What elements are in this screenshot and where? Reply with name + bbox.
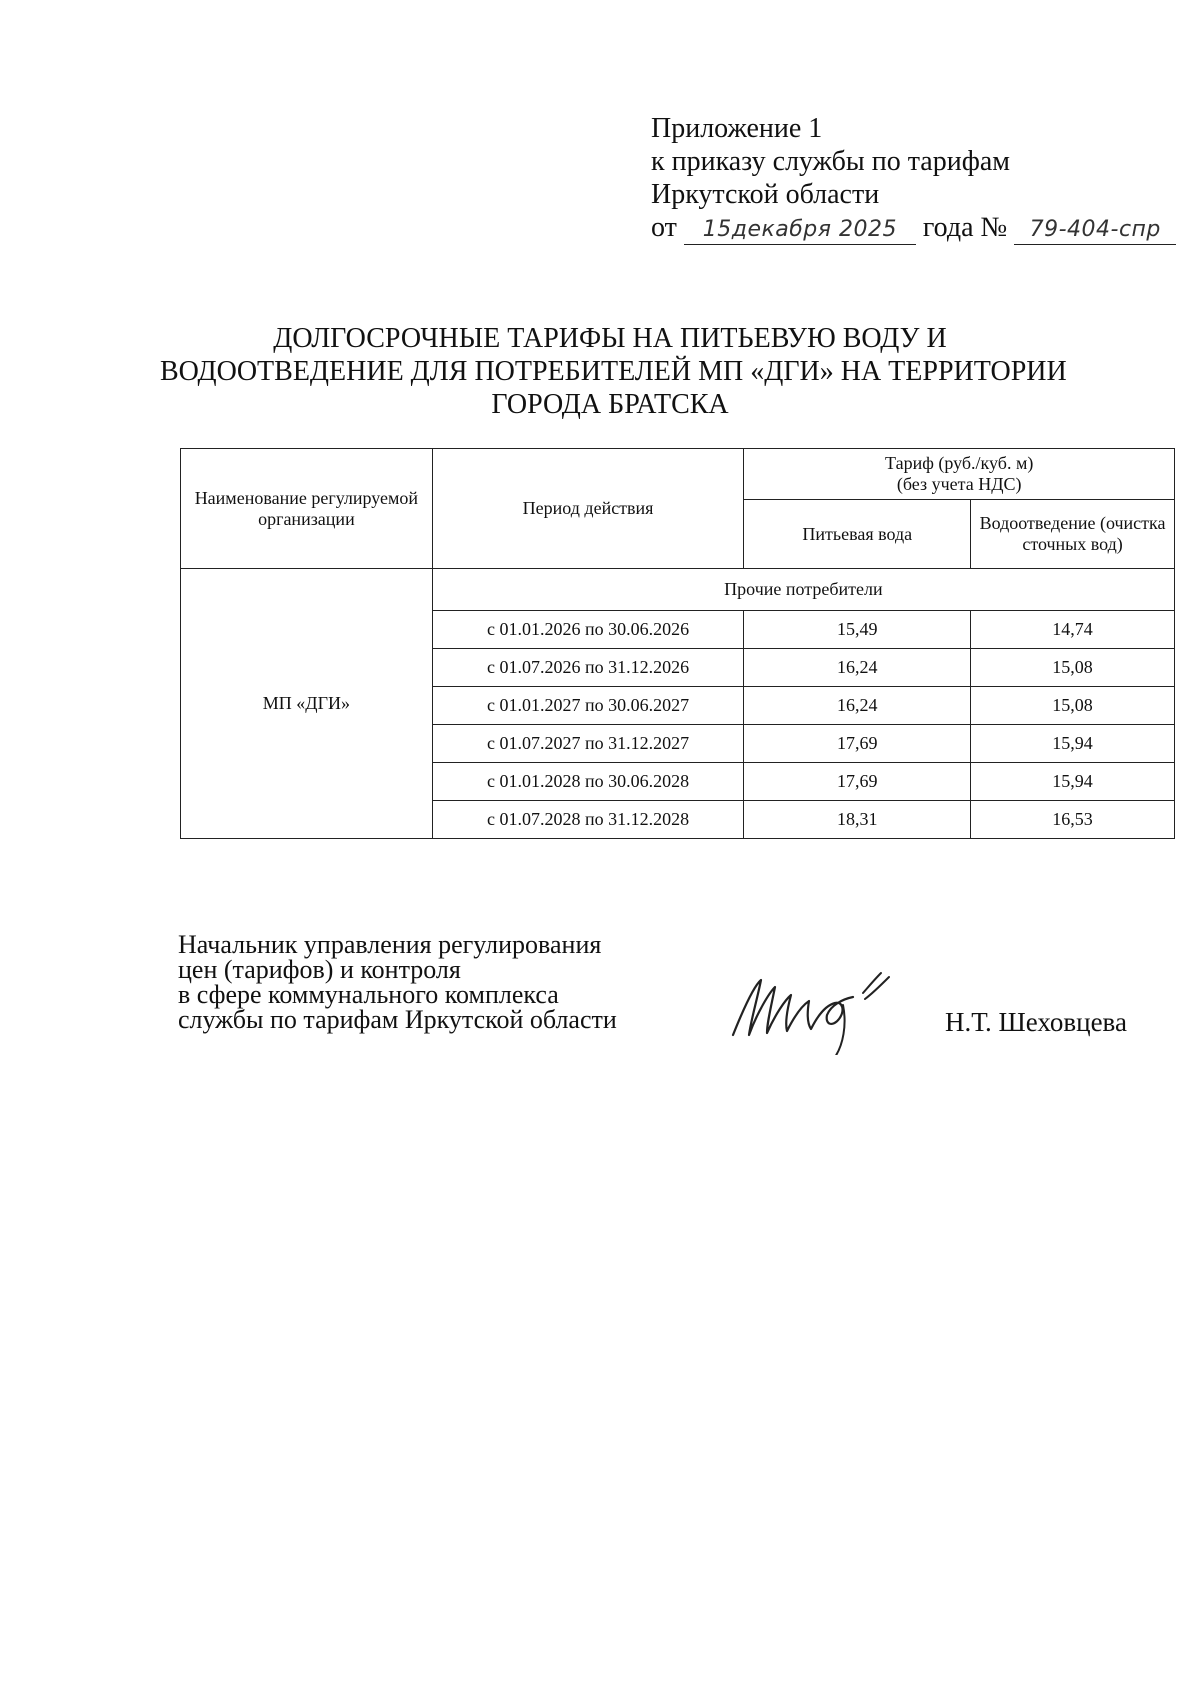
- water-tariff-cell: 16,24: [744, 687, 971, 725]
- header-tariff-group: [744, 449, 1175, 500]
- water-tariff-cell: 17,69: [744, 725, 971, 763]
- water-tariff-cell: 18,31: [744, 801, 971, 839]
- title-line-1: ДОЛГОСРОЧНЫЕ ТАРИФЫ НА ПИТЬЕВУЮ ВОДУ И: [273, 323, 947, 354]
- table-header-row: [181, 449, 1175, 500]
- date-field: [684, 214, 916, 245]
- sewage-tariff-cell: 15,08: [971, 687, 1175, 725]
- order-number-field: [1014, 214, 1176, 245]
- period-cell: с 01.07.2028 по 31.12.2028: [432, 801, 744, 839]
- water-tariff-cell: 15,49: [744, 611, 971, 649]
- appendix-region: Иркутской области: [651, 179, 880, 210]
- appendix-date-line: [651, 211, 1176, 245]
- sewage-tariff-cell: 15,08: [971, 649, 1175, 687]
- handwritten-signature: [725, 965, 935, 1055]
- position-line-2: цен (тарифов) и контроля: [178, 955, 461, 984]
- period-cell: с 01.01.2026 по 30.06.2026: [432, 611, 744, 649]
- appendix-order-ref: к приказу службы по тарифам: [651, 146, 1010, 177]
- appendix-header: [651, 112, 1176, 245]
- header-sewage: Водоотведение (очистка сточных вод): [971, 500, 1175, 569]
- header-period: Период действия: [432, 449, 744, 569]
- position-line-1: Начальник управления регулирования: [178, 930, 602, 959]
- year-label: года №: [922, 212, 1008, 243]
- header-tariff-vat: (без учета НДС): [896, 474, 1022, 494]
- title-line-2: ВОДООТВЕДЕНИЕ ДЛЯ ПОТРЕБИТЕЛЕЙ МП «ДГИ» НА ТЕРРИТОРИИ: [160, 356, 1067, 387]
- header-tariff-unit: Тариф (руб./куб. м): [885, 453, 1034, 473]
- signer-name: Н.Т. Шеховцева: [945, 1007, 1127, 1037]
- sewage-tariff-cell: 14,74: [971, 611, 1175, 649]
- position-line-4: службы по тарифам Иркутской области: [178, 1005, 617, 1034]
- handwritten-date: 15декабря 2025: [702, 217, 897, 242]
- appendix-number: Приложение 1: [651, 113, 823, 144]
- document-title: [160, 322, 1067, 421]
- signatory-position: [178, 932, 617, 1032]
- sewage-tariff-cell: 16,53: [971, 801, 1175, 839]
- title-line-3: ГОРОДА БРАТСКА: [491, 389, 729, 420]
- handwritten-order-number: 79-404-спр: [1029, 217, 1161, 242]
- period-cell: с 01.07.2026 по 31.12.2026: [432, 649, 744, 687]
- water-tariff-cell: 16,24: [744, 649, 971, 687]
- consumer-category: Прочие потребители: [432, 569, 1174, 611]
- period-cell: с 01.01.2027 по 30.06.2027: [432, 687, 744, 725]
- period-cell: с 01.01.2028 по 30.06.2028: [432, 763, 744, 801]
- header-organization: Наименование регулируемой организации: [181, 449, 433, 569]
- organization-name: МП «ДГИ»: [181, 569, 433, 839]
- table-category-row: [181, 569, 1175, 611]
- tariff-table: [180, 448, 1175, 839]
- position-line-3: в сфере коммунального комплекса: [178, 980, 559, 1009]
- period-cell: с 01.07.2027 по 31.12.2027: [432, 725, 744, 763]
- sewage-tariff-cell: 15,94: [971, 763, 1175, 801]
- water-tariff-cell: 17,69: [744, 763, 971, 801]
- header-drinking-water: Питьевая вода: [744, 500, 971, 569]
- date-prefix: от: [651, 212, 677, 243]
- sewage-tariff-cell: 15,94: [971, 725, 1175, 763]
